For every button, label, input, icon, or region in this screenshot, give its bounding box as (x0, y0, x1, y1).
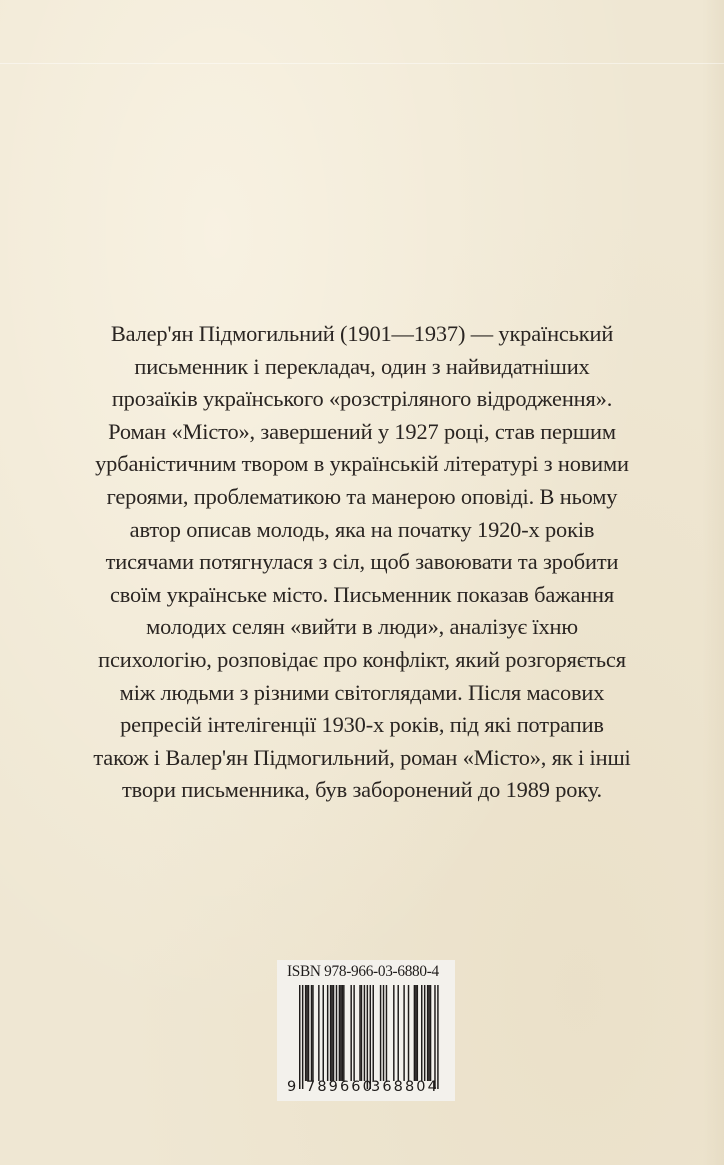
annotation-line: між людьми з різними світоглядами. Після масових (119, 679, 605, 705)
annotation-line: урбаністичним твором в українській літературі з новими (95, 451, 629, 477)
barcode-digit-first: 9 (287, 1079, 299, 1095)
isbn-barcode (277, 960, 455, 1101)
annotation-line: також і Валер'ян Підмогильний, роман «Місто», як і інші (93, 744, 631, 770)
paper-crease (0, 63, 724, 64)
barcode-digits-right: 368804 (371, 1079, 439, 1095)
annotation-line: репресій інтелігенції 1930-х років, під які потрапив (120, 712, 604, 738)
annotation-line: героями, проблематикою та манерою оповіді. В ньому (106, 483, 618, 509)
annotation-line: своїм українське місто. Письменник показав бажання (109, 581, 615, 607)
annotation-line: Валер'ян Підмогильний (1901—1937) — український (110, 321, 614, 346)
annotation-line: автор описав молодь, яка на початку 1920-х років (129, 516, 595, 542)
annotation-line: тисячами потягнулася з сіл, щоб завоювати та зробити (105, 549, 619, 575)
book-annotation (92, 318, 632, 807)
isbn-label: ISBN 978-966-03-6880-4 (287, 963, 439, 980)
annotation-line: Роман «Місто», завершений у 1927 році, став першим (108, 418, 616, 444)
annotation-line: письменник і перекладач, один з найвидатніших (134, 353, 590, 379)
annotation-line: прозаїків українського «розстріляного відродження». (111, 386, 613, 412)
barcode-digits-left: 789660 (306, 1079, 374, 1095)
annotation-line: психологію, розповідає про конфлікт, який розгоряється (98, 646, 626, 672)
annotation-line: молодих селян «вийти в люди», аналізує їхню (146, 614, 578, 640)
annotation-line: твори письменника, був заборонений до 1989 року. (121, 777, 602, 803)
